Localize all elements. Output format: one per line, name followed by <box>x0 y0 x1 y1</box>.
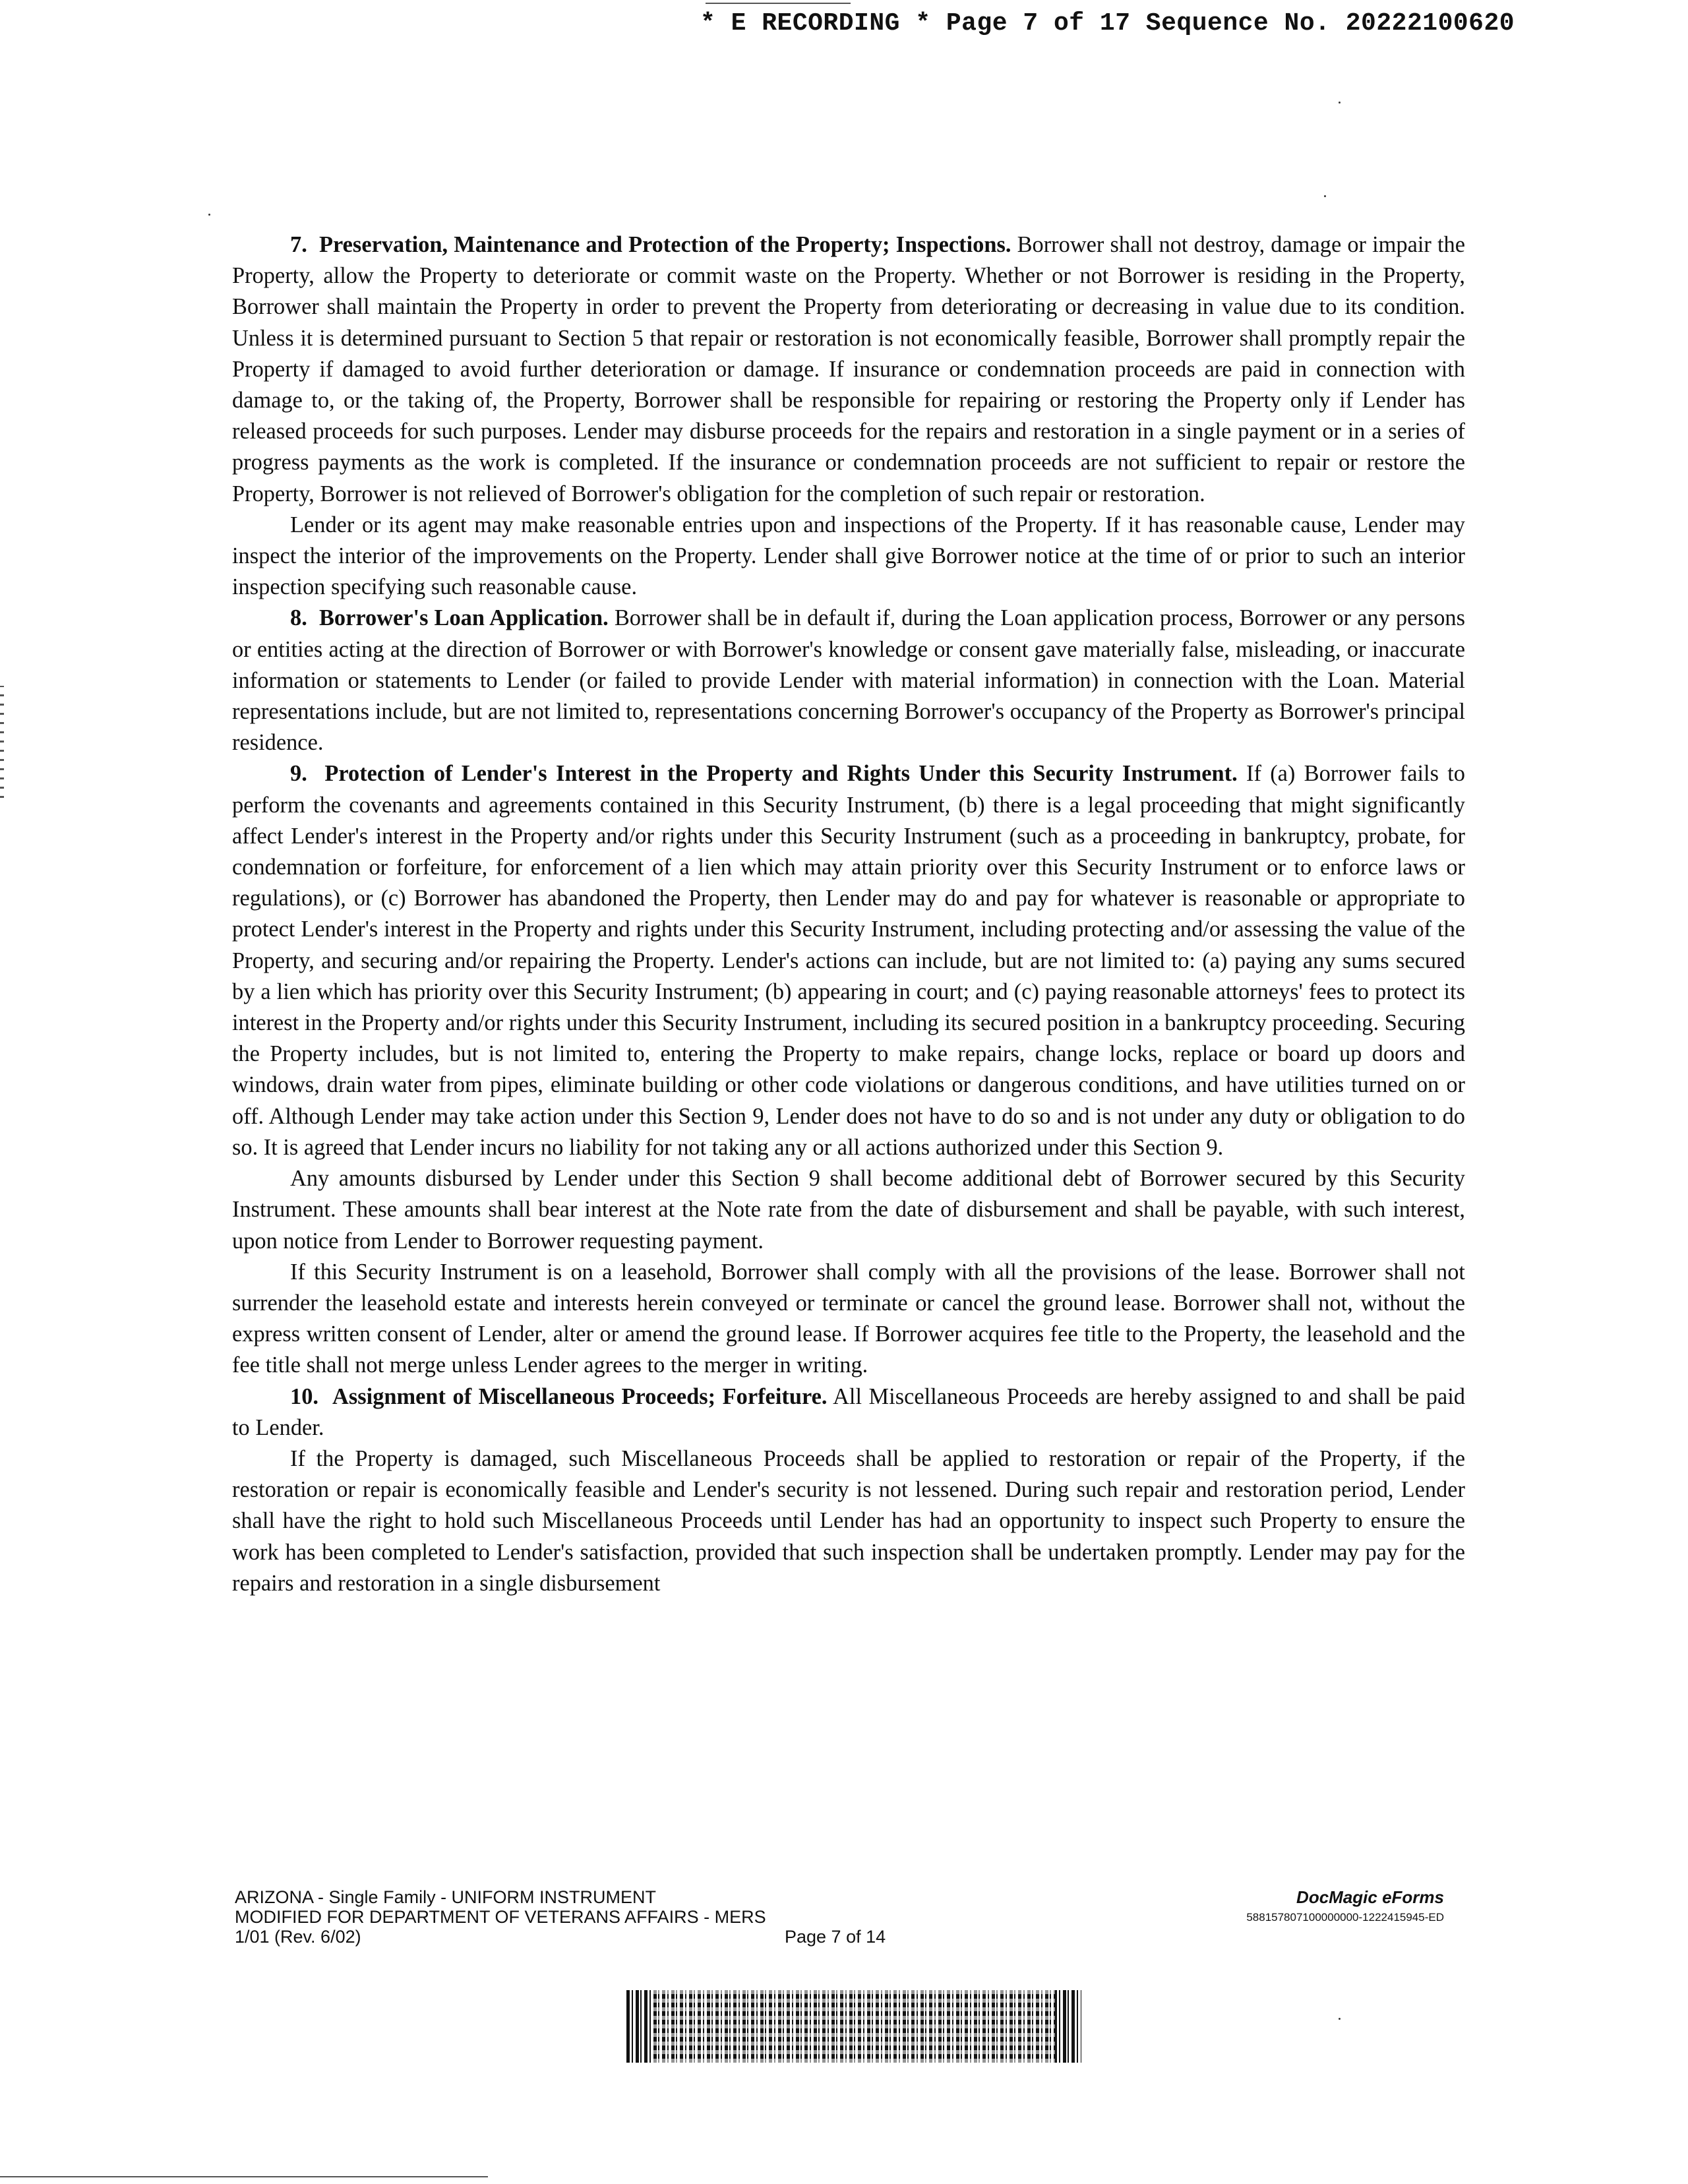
recording-header: * E RECORDING * Page 7 of 17 Sequence No. 20222100620 <box>700 9 1515 38</box>
scan-speck <box>1339 102 1341 104</box>
footer-modified-line: MODIFIED FOR DEPARTMENT OF VETERANS AFFAIRS - MERS <box>235 1907 766 1927</box>
scan-speck <box>1339 2018 1341 2020</box>
section-title: Borrower's Loan Application. <box>318 605 609 631</box>
document-body <box>232 229 1465 1599</box>
section-7-paragraph <box>232 229 1465 510</box>
section-text: Borrower shall be in default if, during the Loan application process, Borrower or any persons or entities acting at the direction of Borrower or with Borrower's knowledge or consent gave materially false, misleading, or inaccurate information or statements to Lender (or failed to provide Lender with material information) in connection with the Loan. Material representations include, but are not limited to, representations concerning Borrower's occupancy of the Property as Borrower's principal residence. <box>232 605 1465 756</box>
section-9-paragraph-3: If this Security Instrument is on a leasehold, Borrower shall comply with all the provisions of the lease. Borrower shall not surrender the leasehold estate and interests herein conveyed or terminate or cancel the ground lease. Borrower shall not, without the express written consent of Lender, alter or amend the ground lease. If Borrower acquires fee title to the Property, the leasehold and the fee title shall not merge unless Lender agrees to the merger in writing. <box>232 1259 1465 1378</box>
left-edge-mark <box>0 686 4 798</box>
section-number: 10. <box>290 1383 318 1409</box>
section-8-paragraph <box>232 603 1465 758</box>
section-text: All Miscellaneous Proceeds are hereby assigned to and shall be paid to Lender. <box>232 1383 1465 1440</box>
section-title: Protection of Lender's Interest in the Property and Rights Under this Security Instrument. <box>324 761 1238 787</box>
footer-revision: 1/01 (Rev. 6/02) <box>235 1927 361 1947</box>
section-text: If (a) Borrower fails to perform the covenants and agreements contained in this Security Instrument, (b) there is a legal proceeding that might significantly affect Lender's interest in the Property and/or rights under this Security Instrument (such as a proceeding in bankruptcy, probate, for condemnation or forfeiture, for enforcement of a lien which may attain priority over this Security Instrument or to enforce laws or regulations), or (c) Borrower has abandoned the Property, then Lender may do and pay for whatever is reasonable or appropriate to protect Lender's interest in the Property and rights under this Security Instrument, including protecting and/or assessing the value of the Property, and securing and/or repairing the Property. Lender's actions can include, but are not limited to: (a) paying any sums secured by a lien which has priority over this Security Instrument; (b) appearing in court; and (c) paying reasonable attorneys' fees to protect its interest in the Property and/or rights under this Security Instrument, including its secured position in a bankruptcy proceeding. Securing the Property includes, but is not limited to, entering the Property to make repairs, change locks, replace or board up doors and windows, drain water from pipes, eliminate building or other code violations or dangerous conditions, and have utilities turned on or off. Although Lender may take action under this Section 9, Lender does not have to do so and is not under any duty or obligation to do so. It is agreed that Lender incurs no liability for not taking any or all actions authorized under this Section 9. <box>232 761 1465 1160</box>
section-7-paragraph-2: Lender or its agent may make reasonable entries upon and inspections of the Property. If it has reasonable cause, Lender may inspect the interior of the improvements on the Property. Lender shall give Borrower notice at the time of or prior to such an interior inspection specifying such reasonable cause. <box>232 512 1465 600</box>
scan-speck <box>1324 195 1326 197</box>
document-code: 588157807100000000-1222415945-ED <box>1246 1911 1444 1924</box>
top-rule <box>706 3 851 4</box>
section-number: 9. <box>290 761 307 787</box>
section-10-paragraph <box>232 1381 1465 1443</box>
section-9-paragraph-2: Any amounts disbursed by Lender under this Section 9 shall become additional debt of Borrower secured by this Security Instrument. These amounts shall bear interest at the Note rate from the date of disbursement and shall be payable, with such interest, upon notice from Lender to Borrower requesting payment. <box>232 1166 1465 1254</box>
docmagic-logo: DocMagic eForms <box>1296 1887 1444 1907</box>
section-10-paragraph-2: If the Property is damaged, such Miscellaneous Proceeds shall be applied to restoration or repair of the Property, if the restoration or repair is economically feasible and Lender's security is not lessened. During such repair and restoration period, Lender shall have the right to hold such Miscellaneous Proceeds until Lender has had an opportunity to inspect such Property to ensure the work has been completed to Lender's satisfaction, provided that such inspection shall be undertaken promptly. Lender may pay for the repairs and restoration in a single disbursement <box>232 1445 1465 1596</box>
footer-form-line: ARIZONA - Single Family - UNIFORM INSTRUMENT <box>235 1887 657 1907</box>
section-number: 8. <box>290 605 307 631</box>
barcode-image <box>626 1990 1081 2063</box>
section-9-paragraph <box>232 758 1465 1163</box>
section-title: Preservation, Maintenance and Protection of the Property; Inspections. <box>319 232 1011 257</box>
footer-page-number: Page 7 of 14 <box>785 1927 886 1947</box>
bottom-rule <box>0 2176 488 2177</box>
section-number: 7. <box>290 232 307 257</box>
section-title: Assignment of Miscellaneous Proceeds; Forfeiture. <box>332 1383 828 1409</box>
section-text: Borrower shall not destroy, damage or impair the Property, allow the Property to deteriorate or commit waste on the Property. Whether or not Borrower is residing in the Property, Borrower shall maintain the Property in order to prevent the Property from deteriorating or decreasing in value due to its condition. Unless it is determined pursuant to Section 5 that repair or restoration is not economically feasible, Borrower shall promptly repair the Property if damaged to avoid further deterioration or damage. If insurance or condemnation proceeds are paid in connection with damage to, or the taking of, the Property, Borrower shall be responsible for repairing or restoring the Property only if Lender has released proceeds for such purposes. Lender may disburse proceeds for the repairs and restoration in a single payment or in a series of progress payments as the work is completed. If the insurance or condemnation proceeds are not sufficient to repair or restore the Property, Borrower is not relieved of Borrower's obligation for the completion of such repair or restoration. <box>232 232 1465 506</box>
scan-speck <box>208 214 210 216</box>
